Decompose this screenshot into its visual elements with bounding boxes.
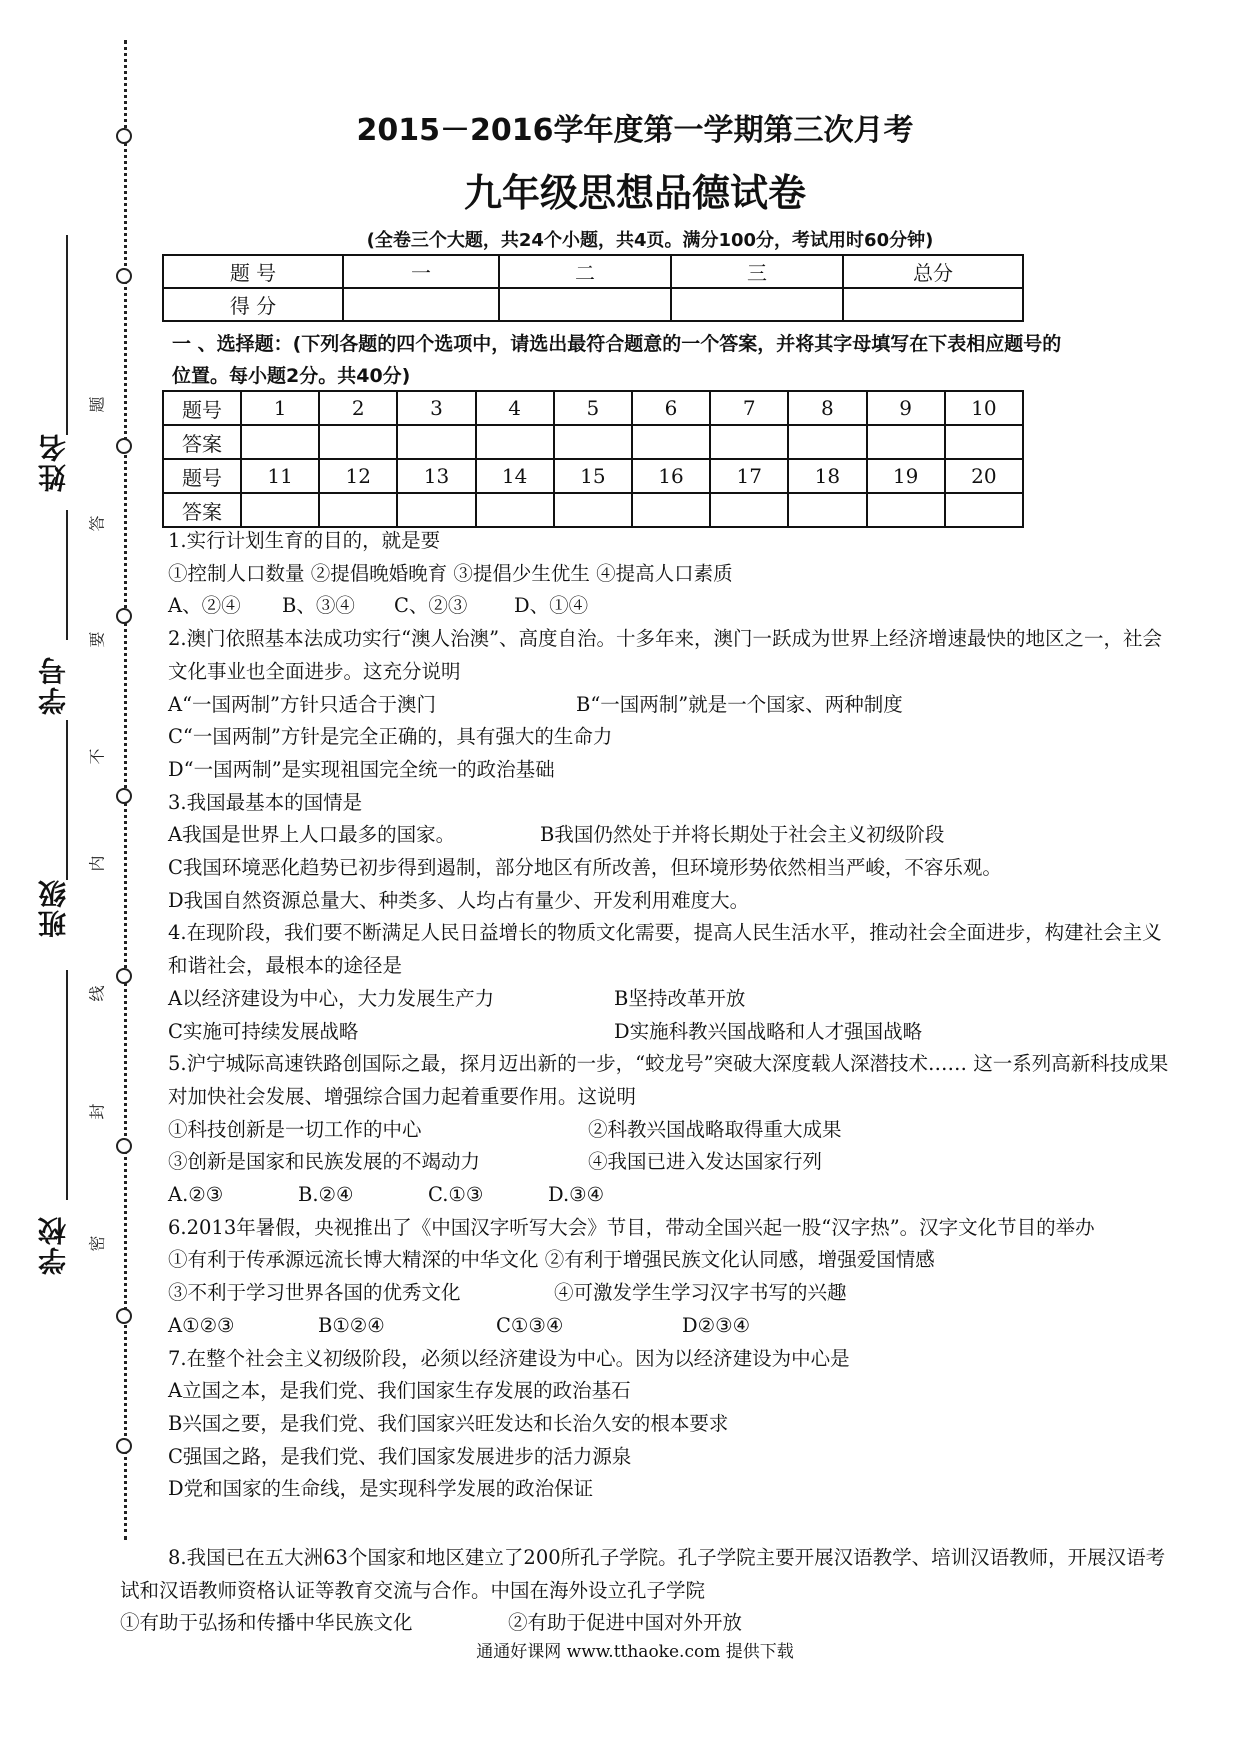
score-table bbox=[162, 254, 1024, 322]
question-stem: 4.在现阶段，我们要不断满足人民日益增长的物质文化需要，提高人民生活水平，推动社会全面进步，构建社会主义和谐社会，最根本的途径是 bbox=[168, 921, 1162, 978]
option: C我国环境恶化趋势已初步得到遏制，部分地区有所改善，但环境形势依然相当严峻，不容乐观。 bbox=[168, 856, 1002, 880]
question-options bbox=[168, 983, 1180, 1016]
score-cell[interactable] bbox=[671, 288, 843, 321]
option: ①科技创新是一切工作的中心 bbox=[168, 1117, 422, 1141]
choice: B、③④ bbox=[282, 594, 355, 618]
question-options bbox=[120, 1607, 1180, 1640]
seal-char: 题 bbox=[87, 396, 107, 413]
answer-table-q-label: 题号 bbox=[163, 459, 241, 493]
score-table-header: 三 bbox=[671, 255, 843, 288]
question-options bbox=[168, 1016, 1180, 1049]
option: B坚持改革开放 bbox=[614, 986, 746, 1010]
question-options bbox=[168, 1146, 1180, 1179]
option: D党和国家的生命线，是实现科学发展的政治保证 bbox=[168, 1477, 594, 1501]
answer-table-a-label: 答案 bbox=[163, 425, 241, 459]
answer-table-question-number: 10 bbox=[945, 391, 1023, 425]
binding-ring bbox=[116, 268, 132, 284]
option: A立国之本，是我们党、我们国家生存发展的政治基石 bbox=[168, 1379, 631, 1403]
answer-cell[interactable] bbox=[397, 493, 475, 527]
seal-char: 线 bbox=[87, 985, 107, 1002]
choice: C、②③ bbox=[394, 594, 468, 618]
option: ③创新是国家和民族发展的不竭动力 bbox=[168, 1150, 481, 1174]
question-options bbox=[168, 689, 1180, 722]
option: ①有利于传承源远流长博大精深的中华文化 ②有利于增强民族文化认同感，增强爱国情感 bbox=[168, 1248, 935, 1272]
option: D实施科教兴国战略和人才强国战略 bbox=[614, 1019, 923, 1043]
school-write-line[interactable] bbox=[66, 970, 68, 1200]
choice: C.①③ bbox=[428, 1183, 484, 1207]
name-label: 姓名 bbox=[37, 432, 70, 492]
binding-ring bbox=[116, 1438, 132, 1454]
answer-cell[interactable] bbox=[945, 493, 1023, 527]
choice: D②③④ bbox=[682, 1313, 751, 1337]
question-stem: 6.2013年暑假，央视推出了《中国汉字听写大会》节目，带动全国兴起一股“汉字热”。汉字文化节目的举办 bbox=[168, 1215, 1095, 1239]
name-write-line[interactable] bbox=[66, 235, 68, 435]
answer-cell[interactable] bbox=[710, 493, 788, 527]
answer-table-question-number: 7 bbox=[710, 391, 788, 425]
seal-char: 内 bbox=[87, 855, 107, 872]
question-stem: 7.在整个社会主义初级阶段，必须以经济建设为中心。因为以经济建设为中心是 bbox=[168, 1346, 850, 1370]
answer-table-question-number: 14 bbox=[476, 459, 554, 493]
option: C“一国两制”方针是完全正确的，具有强大的生命力 bbox=[168, 725, 613, 749]
answer-table-question-number: 19 bbox=[867, 459, 945, 493]
questions-area bbox=[168, 525, 1180, 1506]
score-cell[interactable] bbox=[843, 288, 1023, 321]
answer-table-question-number: 5 bbox=[554, 391, 632, 425]
option: ①有助于弘扬和传播中华民族文化 bbox=[120, 1611, 413, 1635]
question-options bbox=[168, 1277, 1180, 1310]
binding-ring bbox=[116, 1308, 132, 1324]
choice: A①②③ bbox=[168, 1313, 235, 1337]
class-write-line[interactable] bbox=[66, 720, 68, 880]
answer-table-question-number: 1 bbox=[241, 391, 319, 425]
option: C强国之路，是我们党、我们国家发展进步的活力源泉 bbox=[168, 1444, 632, 1468]
answer-cell[interactable] bbox=[319, 493, 397, 527]
student-no-label: 学号 bbox=[37, 655, 70, 715]
seal-char: 要 bbox=[87, 631, 107, 648]
answer-cell[interactable] bbox=[554, 425, 632, 459]
answer-cell[interactable] bbox=[476, 493, 554, 527]
option: C实施可持续发展战略 bbox=[168, 1019, 359, 1043]
answer-cell[interactable] bbox=[788, 425, 866, 459]
option: A以经济建设为中心，大力发展生产力 bbox=[168, 986, 495, 1010]
question-options: ①控制人口数量 ②提倡晚婚晚育 ③提倡少生优生 ④提高人口素质 bbox=[168, 561, 733, 585]
score-cell[interactable] bbox=[343, 288, 499, 321]
answer-table-question-number: 15 bbox=[554, 459, 632, 493]
answer-table-question-number: 17 bbox=[710, 459, 788, 493]
answer-table-question-number: 12 bbox=[319, 459, 397, 493]
school-label: 学校 bbox=[37, 1215, 70, 1275]
answer-table bbox=[162, 390, 1024, 528]
question-choices bbox=[168, 1310, 1180, 1343]
seal-char: 答 bbox=[87, 515, 107, 532]
seal-char: 不 bbox=[87, 748, 107, 765]
answer-table-question-number: 11 bbox=[241, 459, 319, 493]
answer-cell[interactable] bbox=[241, 493, 319, 527]
answer-cell[interactable] bbox=[945, 425, 1023, 459]
answer-table-question-number: 18 bbox=[788, 459, 866, 493]
option: B“一国两制”就是一个国家、两种制度 bbox=[576, 692, 903, 716]
answer-table-q-label: 题号 bbox=[163, 391, 241, 425]
question-stem: 1.实行计划生育的目的，就是要 bbox=[168, 529, 441, 552]
question-stem: 3.我国最基本的国情是 bbox=[168, 790, 363, 814]
answer-cell[interactable] bbox=[554, 493, 632, 527]
answer-cell[interactable] bbox=[632, 425, 710, 459]
answer-cell[interactable] bbox=[241, 425, 319, 459]
answer-table-question-number: 9 bbox=[867, 391, 945, 425]
score-row-label: 得 分 bbox=[163, 288, 343, 321]
question-choices bbox=[168, 590, 1180, 623]
answer-cell[interactable] bbox=[319, 425, 397, 459]
score-table-header: 题 号 bbox=[163, 255, 343, 288]
option: D“一国两制”是实现祖国完全统一的政治基础 bbox=[168, 757, 555, 781]
option: ②有助于促进中国对外开放 bbox=[508, 1611, 743, 1635]
choice: A、②④ bbox=[168, 594, 241, 618]
answer-table-a-label: 答案 bbox=[163, 493, 241, 527]
binding-ring bbox=[116, 968, 132, 984]
question-options bbox=[168, 819, 1180, 852]
choice: D.③④ bbox=[548, 1183, 605, 1207]
option: ④我国已进入发达国家行列 bbox=[588, 1150, 823, 1174]
exam-instructions: (全卷三个大题，共24个小题，共4页。满分100分，考试用时60分钟) bbox=[366, 230, 934, 251]
answer-table-question-number: 20 bbox=[945, 459, 1023, 493]
exam-session-title: 2015－2016学年度第一学期第三次月考 bbox=[356, 113, 914, 148]
choice: A.②③ bbox=[168, 1183, 224, 1207]
binding-ring bbox=[116, 608, 132, 624]
exam-paper-title: 九年级思想品德试卷 bbox=[463, 171, 806, 215]
seal-char: 封 bbox=[87, 1103, 107, 1120]
score-cell[interactable] bbox=[499, 288, 671, 321]
binding-ring bbox=[116, 1138, 132, 1154]
choice: B.②④ bbox=[298, 1183, 354, 1207]
answer-cell[interactable] bbox=[867, 493, 945, 527]
option: B兴国之要，是我们党、我们国家兴旺发达和长治久安的根本要求 bbox=[168, 1411, 729, 1435]
question-options bbox=[168, 1114, 1180, 1147]
seal-char: 密 bbox=[87, 1235, 107, 1252]
score-table-header: 总分 bbox=[843, 255, 1023, 288]
section-1-heading: 一 、选择题：(下列各题的四个选项中，请选出最符合题意的一个答案，并将其字母填写在下表相应题号的位置。每小题2分。共40分) bbox=[172, 333, 1062, 387]
footer-credit: 通通好课网 www.tthaoke.com 提供下载 bbox=[476, 1642, 794, 1662]
answer-table-question-number: 13 bbox=[397, 459, 475, 493]
option: A“一国两制”方针只适合于澳门 bbox=[168, 692, 437, 716]
answer-cell[interactable] bbox=[476, 425, 554, 459]
answer-table-question-number: 6 bbox=[632, 391, 710, 425]
student-no-write-line[interactable] bbox=[66, 510, 68, 640]
answer-table-question-number: 3 bbox=[397, 391, 475, 425]
option: A我国是世界上人口最多的国家。 bbox=[168, 823, 456, 847]
answer-cell[interactable] bbox=[788, 493, 866, 527]
option: D我国自然资源总量大、种类多、人均占有量少、开发利用难度大。 bbox=[168, 888, 750, 912]
score-table-header: 二 bbox=[499, 255, 671, 288]
score-table-header: 一 bbox=[343, 255, 499, 288]
question-stem bbox=[120, 1542, 1180, 1607]
answer-cell[interactable] bbox=[632, 493, 710, 527]
question-stem: 5.沪宁城际高速铁路创国际之最，探月迈出新的一步，“蛟龙号”突破大深度载人深潜技术…… 这一系列高新科技成果对加快社会发展、增强综合国力起着重要作用。这说明 bbox=[168, 1052, 1169, 1108]
answer-cell[interactable] bbox=[710, 425, 788, 459]
answer-cell[interactable] bbox=[397, 425, 475, 459]
answer-table-question-number: 2 bbox=[319, 391, 397, 425]
choice: D、①④ bbox=[514, 594, 589, 618]
q8-stem-text: 8.我国已在五大洲63个国家和地区建立了200所孔子学院。孔子学院主要开展汉语教学、培训汉语教师，开展汉语考试和汉语教师资格认证等教育交流与合作。中国在海外设立孔子学院 bbox=[120, 1546, 1166, 1602]
choice: C①③④ bbox=[496, 1313, 564, 1337]
option: ③不利于学习世界各国的优秀文化 bbox=[168, 1281, 461, 1305]
answer-table-question-number: 8 bbox=[788, 391, 866, 425]
choice: B①②④ bbox=[318, 1313, 385, 1337]
answer-cell[interactable] bbox=[867, 425, 945, 459]
option: ④可激发学生学习汉字书写的兴趣 bbox=[554, 1281, 847, 1305]
question-choices bbox=[168, 1179, 1180, 1212]
answer-table-question-number: 4 bbox=[476, 391, 554, 425]
option: ②科教兴国战略取得重大成果 bbox=[588, 1117, 842, 1141]
option: B我国仍然处于并将长期处于社会主义初级阶段 bbox=[540, 823, 945, 847]
binding-ring bbox=[116, 788, 132, 804]
answer-table-question-number: 16 bbox=[632, 459, 710, 493]
binding-ring bbox=[116, 438, 132, 454]
class-label: 班级 bbox=[37, 878, 70, 938]
question-stem: 2.澳门依照基本法成功实行“澳人治澳”、高度自治。十多年来，澳门一跃成为世界上经济增速最快的地区之一，社会文化事业也全面进步。这充分说明 bbox=[168, 627, 1163, 683]
questions-area-continued bbox=[120, 1542, 1180, 1640]
